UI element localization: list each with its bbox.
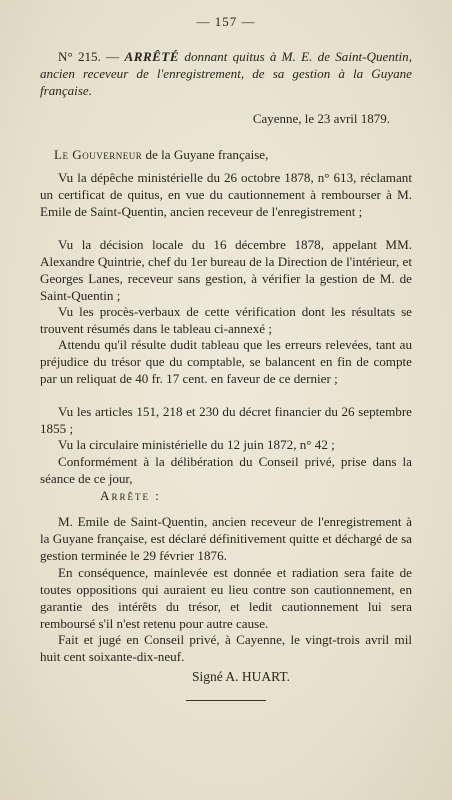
considerant-1: Vu la dépêche ministérielle du 26 octobre 1878, n° 613, réclamant un certificat de quitus, en vue du cautionnement à rembourser à M. Emile de Saint-Quentin, ancien receveur de l'enregistrement ; [40,170,412,219]
decree-title: ARRÊTÉ [124,49,180,64]
considerant-2: Vu la décision locale du 16 décembre 1878, appelant MM. Alexandre Quintrie, chef du 1er bureau de la Direction de l'intérieur, et Georges Lanes, receveur sans gestion, à vérifier la gestion de M. de Saint-Quentin ; [40,237,412,303]
governor-intro-rest: de la Guyane française, [145,147,269,162]
considerant-5: Vu les articles 151, 218 et 230 du décret financier du 26 septembre 1855 ; [40,404,412,436]
decree-number: N° 215. — [58,49,120,64]
arrete-label: Arrête : [100,488,161,503]
article-1: M. Emile de Saint-Quentin, ancien receveur de l'enregistrement à la Guyane française, est déclaré définitivement quitte et déchargé de sa gestion terminée le 29 février 1876. [40,514,412,563]
closing-rule [186,700,266,701]
governor-label: Le Gouverneur [54,147,143,162]
decree-heading [40,48,412,99]
article-3: Fait et jugé en Conseil privé, à Cayenne, le vingt-trois avril mil huit cent soixante-dix-neuf. [40,632,412,664]
considerant-3: Vu les procès-verbaux de cette vérification dont les résultats se trouvent résumés dans le tableau ci-annexé ; [40,304,412,336]
considerant-6: Vu la circulaire ministérielle du 12 juin 1872, n° 42 ; [58,437,335,452]
considerant-4: Attendu qu'il résulte dudit tableau que les erreurs relevées, tant au préjudice du trésor que du comptable, se balancent en fin de compte par un reliquat de 40 fr. 17 cent. en faveur de ce dernier ; [40,337,412,386]
page-number: — 157 — [196,14,256,29]
article-2: En conséquence, mainlevée est donnée et radiation sera faite de toutes oppositions qui auraient eu lieu contre son cautionnement, en garantie des intérêts du trésor, et ledit cautionnement lui sera remboursé s'il n'est retenu pour autre cause. [40,565,412,631]
considerant-7: Conformément à la délibération du Conseil privé, prise dans la séance de ce jour, [40,454,412,486]
governor-intro [40,146,412,163]
date-line: Cayenne, le 23 avril 1879. [252,111,390,126]
signature-line: Signé A. HUART. [192,669,290,684]
decree-subject: donnant quitus à M. E. de Saint-Quentin, ancien receveur de l'enregistrement, de sa gestion à la Guyane française. [40,49,412,98]
